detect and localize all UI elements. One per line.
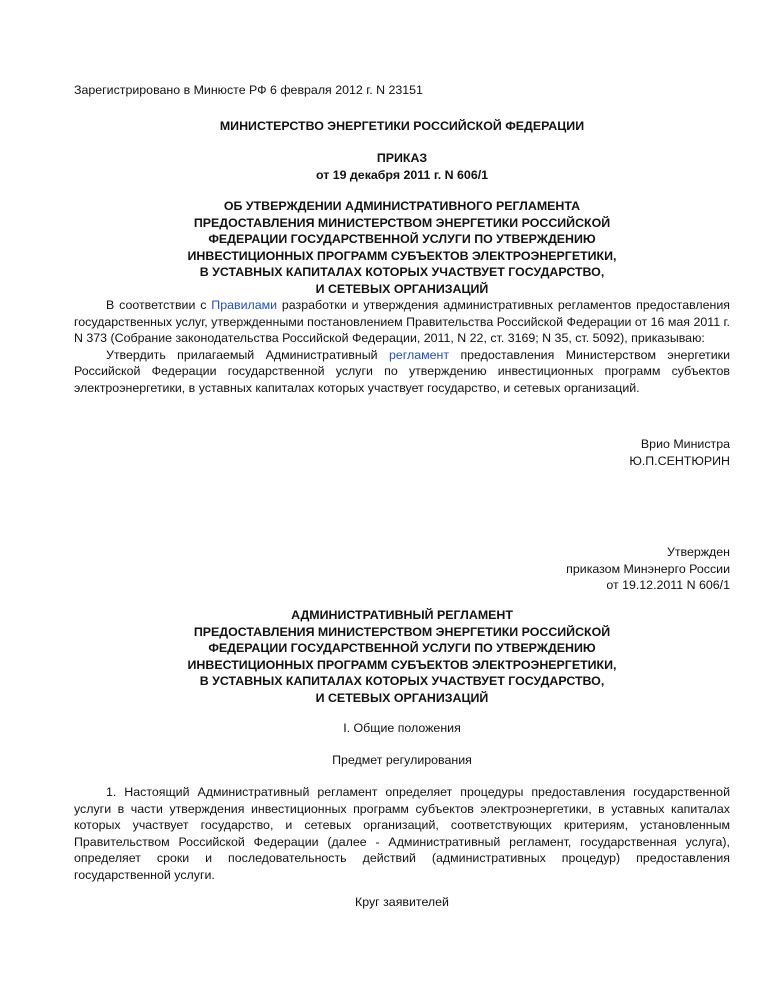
regulation-title-line: АДМИНИСТРАТИВНЫЙ РЕГЛАМЕНТ — [291, 608, 513, 622]
order-subject-line: ПРЕДОСТАВЛЕНИЯ МИНИСТЕРСТВОМ ЭНЕРГЕТИКИ РОССИЙСКОЙ — [193, 215, 611, 230]
order-subject-line: ФЕДЕРАЦИИ ГОСУДАРСТВЕННОЙ УСЛУГИ ПО УТВЕРЖДЕНИЮ — [208, 232, 596, 247]
approval-line: от 19.12.2011 N 606/1 — [606, 578, 730, 593]
order-paragraph-2: Утвердить прилагаемый Административный регламент предоставления Министерством энергетики Российской Федерации государственной услуги по утверждению инвестиционных программ субъектов электроэнергетики, в уставных капиталах которых участвует государство, и сетевых организаций. — [74, 347, 730, 395]
order-body — [74, 297, 730, 397]
regulation-paragraph-1: 1. Настоящий Административный регламент определяет процедуры предоставления государственной услуги в части утверждения инвестиционных программ субъектов электроэнергетики, в уставных капиталах которых участвует государство, и сетевых организаций, соответствующих критериям, установленным Правительством Российской Федерации (далее - Административный регламент, государственная услуга), определяет сроки и последовательность действий (административных процедур) предоставления государственной услуги. — [74, 785, 730, 882]
signature-position: Врио Министра — [640, 437, 730, 451]
registration-note: Зарегистрировано в Минюсте РФ 6 февраля 2012 г. N 23151 — [74, 83, 423, 97]
order-subject — [74, 198, 730, 298]
regulation-title-line: ПРЕДОСТАВЛЕНИЯ МИНИСТЕРСТВОМ ЭНЕРГЕТИКИ РОССИЙСКОЙ — [193, 624, 611, 639]
regulation-title-line: ФЕДЕРАЦИИ ГОСУДАРСТВЕННОЙ УСЛУГИ ПО УТВЕРЖДЕНИЮ — [208, 641, 596, 656]
approval-line: Утвержден — [666, 545, 730, 559]
order-subject-line: ИНВЕСТИЦИОННЫХ ПРОГРАММ СУБЪЕКТОВ ЭЛЕКТРОЭНЕРГЕТИКИ, — [187, 248, 617, 263]
section-heading: I. Общие положения — [343, 721, 461, 735]
approval-stamp — [74, 544, 730, 594]
applicants-heading: Круг заявителей — [355, 895, 449, 909]
signature-name: Ю.П.СЕНТЮРИН — [629, 453, 730, 468]
order-title: ПРИКАЗ — [376, 151, 428, 165]
regulation-title-line: И СЕТЕВЫХ ОРГАНИЗАЦИЙ — [315, 690, 489, 705]
regulation-link[interactable]: регламент — [388, 347, 450, 362]
regulation-title-line: ИНВЕСТИЦИОННЫХ ПРОГРАММ СУБЪЕКТОВ ЭЛЕКТРОЭНЕРГЕТИКИ, — [187, 657, 617, 672]
order-subject-line: ОБ УТВЕРЖДЕНИИ АДМИНИСТРАТИВНОГО РЕГЛАМЕНТА — [223, 199, 581, 213]
regulation-title — [74, 607, 730, 707]
regulation-title-line: В УСТАВНЫХ КАПИТАЛАХ КОТОРЫХ УЧАСТВУЕТ ГОСУДАРСТВО, — [199, 674, 605, 689]
approval-line: приказом Минэнерго России — [566, 561, 730, 576]
order-header — [74, 150, 730, 183]
order-subject-line: И СЕТЕВЫХ ОРГАНИЗАЦИЙ — [315, 281, 489, 296]
order-paragraph-1: В соответствии с Правилами разработки и утверждения административных регламентов предоставления государственных услуг, утвержденными постановлением Правительства Российской Федерации от 16 мая 2011 г. N 373 (Собрание законодательства Российской Федерации, 2011, N 22, ст. 3169; N 35, ст. 5092), приказываю: — [74, 298, 730, 346]
signature-block — [74, 436, 730, 469]
ministry-name: МИНИСТЕРСТВО ЭНЕРГЕТИКИ РОССИЙСКОЙ ФЕДЕРАЦИИ — [219, 119, 585, 133]
order-subject-line: В УСТАВНЫХ КАПИТАЛАХ КОТОРЫХ УЧАСТВУЕТ ГОСУДАРСТВО, — [199, 265, 605, 280]
document-page — [74, 0, 730, 909]
subsection-heading: Предмет регулирования — [332, 753, 472, 767]
order-date: от 19 декабря 2011 г. N 606/1 — [315, 167, 489, 182]
rules-link[interactable]: Правилами — [211, 298, 278, 312]
